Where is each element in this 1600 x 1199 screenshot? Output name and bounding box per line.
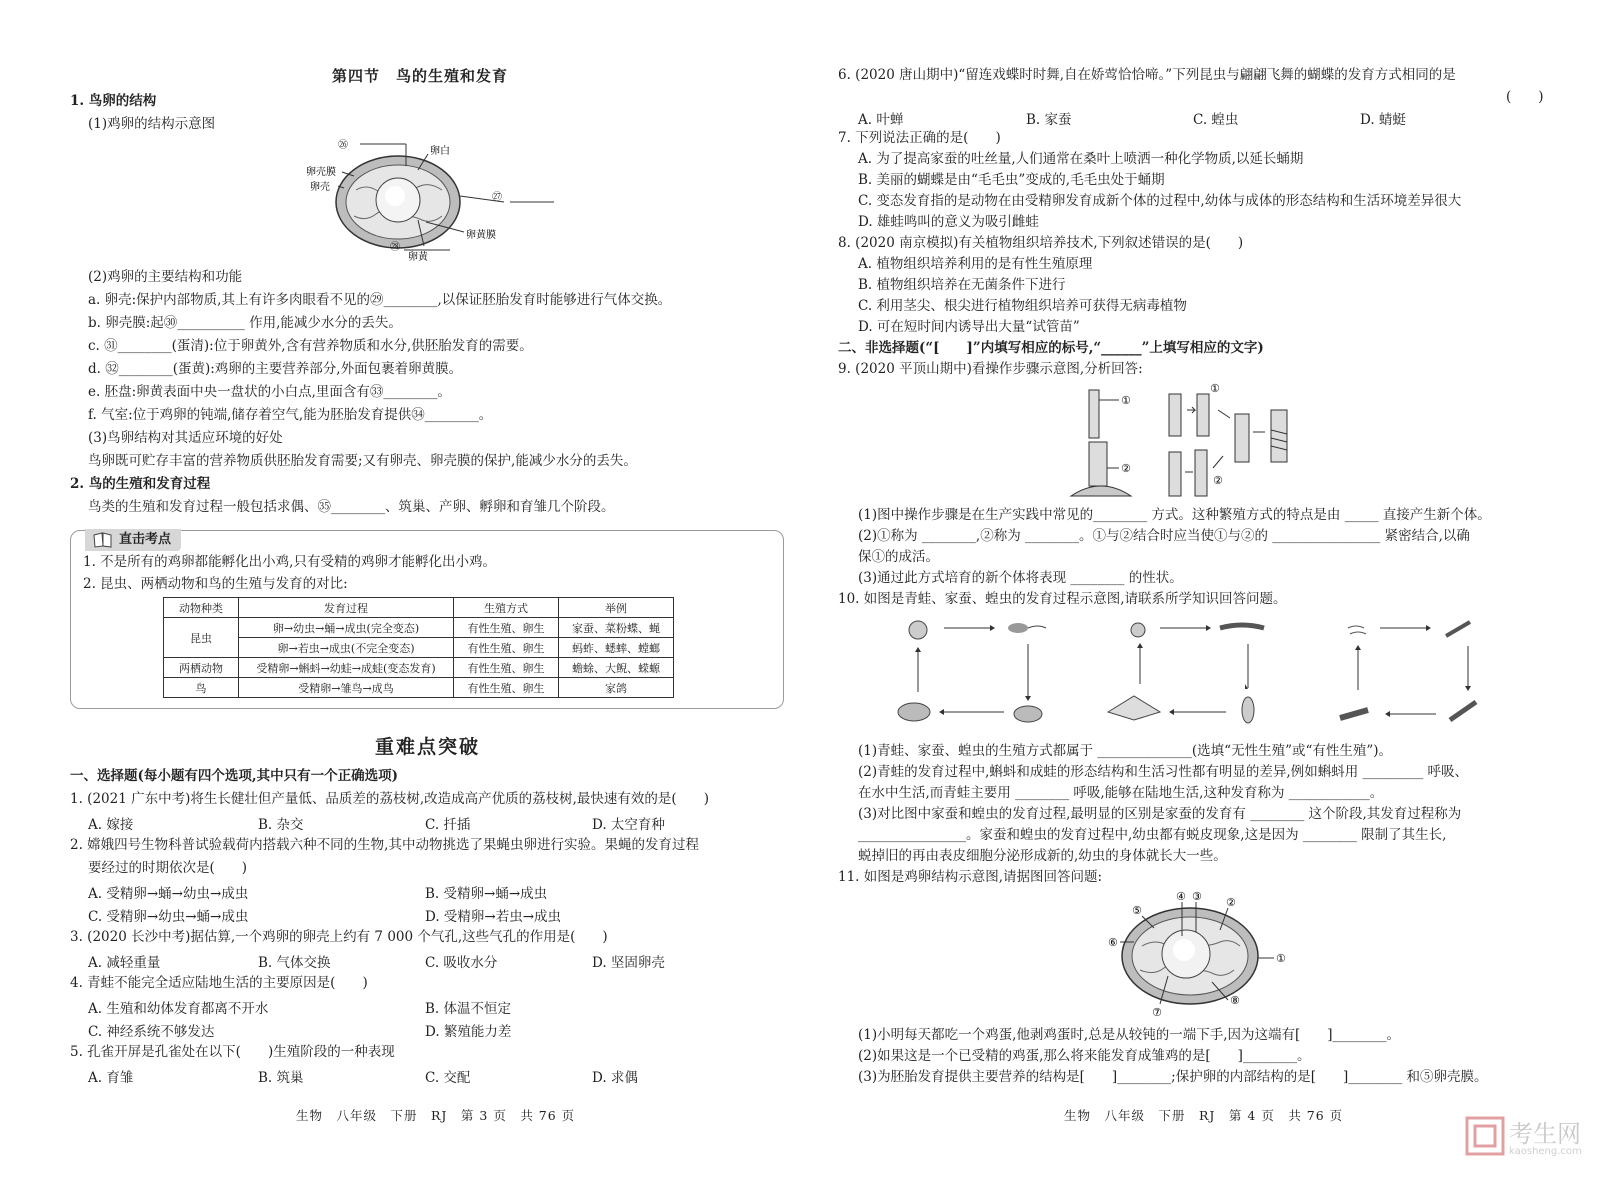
fig-label-yolk: 卵黄 bbox=[408, 252, 428, 263]
frog-cycle bbox=[898, 621, 1046, 722]
key-points-tag-label: 直击考点 bbox=[119, 532, 172, 547]
q11-label-8: ⑧ bbox=[1230, 994, 1240, 1007]
table-header: 举例 bbox=[559, 598, 674, 618]
key-point-2: 2. 昆虫、两栖动物和鸟的生殖与发育的对比: bbox=[83, 576, 348, 592]
option: D. 可在短时间内诱导出大量“试管苗” bbox=[858, 319, 1080, 335]
option: A. 为了提高家蚕的吐丝量,人们通常在桑叶上喷洒一种化学物质,以延长蛹期 bbox=[858, 151, 1304, 167]
question-3: 3. (2020 长沙中考)据估算,一个鸡卵的卵壳上约有 7 000 个气孔,这些气孔的作用是( ) bbox=[70, 929, 608, 945]
q10-sub3: (3)对比图中家蚕和蝗虫的发育过程,最明显的区别是家蚕的发育有 ________ 这个阶段,其发育过程称为 bbox=[858, 806, 1462, 822]
q11-label-4: ④ bbox=[1176, 890, 1186, 903]
table-cell: 家鸽 bbox=[559, 678, 674, 698]
page-footer: 生物 八年级 下册 RJ 第 4 页 共 76 页 bbox=[1064, 1108, 1344, 1123]
key-points-tag bbox=[85, 529, 181, 551]
key-points-box bbox=[70, 530, 784, 709]
q11-sub2: (2)如果这是一个已受精的鸡蛋,那么将来能发育成雏鸡的是[ ]________。 bbox=[858, 1048, 1311, 1064]
fig-label-shell-membrane: 卵壳膜 bbox=[306, 167, 336, 178]
question-6: 6. (2020 唐山期中)“留连戏蝶时时舞,自在娇莺恰恰啼。”下列昆虫与翩翩飞舞的蝴蝶的发育方式相同的是 bbox=[838, 67, 1456, 83]
question-8: 8. (2020 南京模拟)有关植物组织培养技术,下列叙述错误的是( ) bbox=[838, 235, 1244, 251]
part2-heading: 二、非选择题(“[ ]”内填写相应的标号,“______”上填写相应的文字) bbox=[838, 340, 1264, 356]
adaptation-text: 鸟卵既可贮存丰富的营养物质供胚胎发育需要;又有卵壳、卵壳膜的保护,能减少水分的丢失。 bbox=[88, 453, 637, 469]
egg-diagram-q11 bbox=[1100, 886, 1296, 1018]
q11-label-3: ③ bbox=[1192, 890, 1202, 903]
q9-label-1-b: ① bbox=[1210, 382, 1220, 395]
option: B. 受精卵→蛹→成虫 bbox=[425, 886, 548, 902]
q10-sub2-cont: 在水中生活,而青蛙主要用 ________ 呼吸,能够在陆地生活,这种发育称为 ____________。 bbox=[858, 785, 1384, 801]
option: C. 扦插 bbox=[425, 817, 471, 833]
table-cell: 有性生殖、卵生 bbox=[454, 658, 559, 678]
option: A. 受精卵→蛹→幼虫→成虫 bbox=[88, 886, 249, 902]
table-cell: 有性生殖、卵生 bbox=[454, 638, 559, 658]
q9-label-2: ② bbox=[1121, 462, 1131, 475]
grafting-diagram bbox=[1063, 380, 1333, 500]
item-f: f. 气室:位于鸡卵的钝端,储存着空气,能为胚胎发育提供㉞________。 bbox=[88, 407, 493, 423]
q11-sub3: (3)为胚胎发育提供主要营养的结构是[ ]________;保护卵的内部结构的是[ ]________ 和⑤卵壳膜。 bbox=[858, 1069, 1488, 1085]
fig-label-shell: 卵壳 bbox=[310, 182, 330, 193]
question-2: 2. 嫦娥四号生物科普试验载荷内搭载六种不同的生物,其中动物挑选了果蝇虫卵进行实验。果蝇的发育过程 bbox=[70, 837, 699, 853]
part1-heading: 一、选择题(每小题有四个选项,其中只有一个正确选项) bbox=[70, 768, 398, 784]
q11-sub1: (1)小明每天都吃一个鸡蛋,他剥鸡蛋时,总是从较钝的一端下手,因为这端有[ ]________。 bbox=[858, 1027, 1401, 1043]
table-cell: 受精卵→雏鸟→成鸟 bbox=[239, 678, 454, 698]
option: B. 家蚕 bbox=[1026, 112, 1072, 128]
option: C. 蝗虫 bbox=[1193, 112, 1239, 128]
item-c: c. ㉛________(蛋清):位于卵黄外,含有营养物质和水分,供胚胎发育的需要。 bbox=[88, 338, 533, 354]
table-cell: 昆虫 bbox=[164, 618, 239, 658]
q9-sub3: (3)通过此方式培育的新个体将表现 ________ 的性状。 bbox=[858, 570, 1183, 586]
fig-label-egg-white: 卵白 bbox=[430, 146, 450, 157]
option: A. 植物组织培养利用的是有性生殖原理 bbox=[858, 256, 1093, 272]
table-row bbox=[164, 658, 674, 678]
life-cycle-diagram bbox=[888, 614, 1558, 736]
option: A. 嫁接 bbox=[88, 817, 134, 833]
q11-label-5: ⑤ bbox=[1132, 904, 1142, 917]
option: B. 美丽的蝴蝶是由“毛毛虫”变成的,毛毛虫处于蛹期 bbox=[858, 172, 1165, 188]
q10-sub3-cont: ________________。家蚕和蝗虫的发育过程中,幼虫都有蜕皮现象,这是因为 ________ 限制了其生长, bbox=[858, 827, 1447, 843]
table-header: 发育过程 bbox=[239, 598, 454, 618]
table-cell: 两栖动物 bbox=[164, 658, 239, 678]
q10-sub2: (2)青蛙的发育过程中,蝌蚪和成蛙的形态结构和生活习性都有明显的差异,例如蝌蚪用 _________ 呼吸、 bbox=[858, 764, 1469, 780]
option: B. 植物组织培养在无菌条件下进行 bbox=[858, 277, 1066, 293]
key-difficulty-title: 重难点突破 bbox=[375, 736, 481, 758]
option: C. 受精卵→幼虫→蛹→成虫 bbox=[88, 909, 249, 925]
right-page bbox=[838, 0, 1558, 1199]
table-cell: 家蚕、菜粉蝶、蝇 bbox=[559, 618, 674, 638]
q9-sub2-cont: 保①的成活。 bbox=[858, 549, 939, 565]
table-header: 动物种类 bbox=[164, 598, 239, 618]
option: D. 太空育种 bbox=[592, 817, 665, 833]
watermark-url: kaosheng.com bbox=[1509, 1146, 1582, 1157]
item-e: e. 胚盘:卵黄表面中央一盘状的小白点,里面含有㉝________。 bbox=[88, 384, 451, 400]
table-cell: 有性生殖、卵生 bbox=[454, 618, 559, 638]
book-icon bbox=[93, 532, 113, 548]
table-row bbox=[164, 638, 674, 658]
question-10: 10. 如图是青蛙、家蚕、蝗虫的发育过程示意图,请联系所学知识回答问题。 bbox=[838, 591, 1287, 607]
option: D. 繁殖能力差 bbox=[425, 1024, 512, 1040]
item-b: b. 卵壳膜:起㉚__________ 作用,能减少水分的丢失。 bbox=[88, 315, 402, 331]
option: D. 坚固卵壳 bbox=[592, 955, 665, 971]
option: C. 变态发育指的是动物在由受精卵发育成新个体的过程中,幼体与成体的形态结构和生活环境差异很大 bbox=[858, 193, 1462, 209]
egg-structure-diagram bbox=[298, 136, 568, 264]
fig-label-yolk-membrane: 卵黄膜 bbox=[466, 230, 496, 241]
heading-reproduction: 2. 鸟的生殖和发育过程 bbox=[70, 476, 211, 492]
option: A. 生殖和幼体发育都离不开水 bbox=[88, 1001, 269, 1017]
option: A. 叶蝉 bbox=[858, 112, 904, 128]
table-cell: 有性生殖、卵生 bbox=[454, 678, 559, 698]
question-11: 11. 如图是鸡卵结构示意图,请据图回答问题: bbox=[838, 869, 1103, 885]
item-a: a. 卵壳:保护内部物质,其上有许多肉眼看不见的㉙________,以保证胚胎发育时能够进行气体交换。 bbox=[88, 292, 672, 308]
section-title: 第四节 鸟的生殖和发育 bbox=[332, 67, 509, 85]
option: A. 减轻重量 bbox=[88, 955, 161, 971]
reproduction-text: 鸟类的生殖和发育过程一般包括求偶、㉟________、筑巢、产卵、孵卵和育雏几个阶段。 bbox=[88, 499, 615, 515]
question-6-paren: ( ) bbox=[1506, 89, 1544, 105]
left-page bbox=[70, 0, 785, 1199]
option: B. 筑巢 bbox=[258, 1070, 304, 1086]
question-5: 5. 孔雀开屏是孔雀处在以下( )生殖阶段的一种表现 bbox=[70, 1044, 395, 1060]
option: C. 吸收水分 bbox=[425, 955, 498, 971]
subheading-adaptation: (3)鸟卵结构对其适应环境的好处 bbox=[88, 430, 283, 446]
table-cell: 鸟 bbox=[164, 678, 239, 698]
option: D. 雄蛙鸣叫的意义为吸引雌蛙 bbox=[858, 214, 1039, 230]
fig-label-26: ㉖ bbox=[338, 140, 348, 151]
q11-label-7: ⑦ bbox=[1152, 1006, 1162, 1018]
option: C. 利用茎尖、根尖进行植物组织培养可获得无病毒植物 bbox=[858, 298, 1187, 314]
silkworm-cycle bbox=[1108, 623, 1264, 723]
item-d: d. ㉜________(蛋黄):鸡卵的主要营养部分,外面包裹着卵黄膜。 bbox=[88, 361, 463, 377]
q9-sub1: (1)图中操作步骤是在生产实践中常见的________ 方式。这种繁殖方式的特点是由 _____ 直接产生新个体。 bbox=[858, 507, 1491, 523]
fig-label-27: ㉗ bbox=[492, 192, 502, 203]
question-2-cont: 要经过的时期依次是( ) bbox=[88, 860, 248, 876]
table-cell: 卵→若虫→成虫(不完全变态) bbox=[239, 638, 454, 658]
subheading-diagram: (1)鸡卵的结构示意图 bbox=[88, 116, 216, 132]
question-1: 1. (2021 广东中考)将生长健壮但产量低、品质差的荔枝树,改造成高产优质的荔枝树,最快速有效的是( ) bbox=[70, 791, 709, 807]
table-cell: 蚂蚱、蟋蟀、螳螂 bbox=[559, 638, 674, 658]
q10-sub3-cont2: 蜕掉旧的再由表皮细胞分泌形成新的,幼虫的身体就长大一些。 bbox=[858, 848, 1227, 864]
question-7: 7. 下列说法正确的是( ) bbox=[838, 130, 1001, 146]
key-point-1: 1. 不是所有的鸡卵都能孵化出小鸡,只有受精的鸡卵才能孵化出小鸡。 bbox=[83, 554, 496, 570]
table-row bbox=[164, 618, 674, 638]
q11-label-2: ② bbox=[1226, 896, 1236, 909]
q9-label-2-b: ② bbox=[1213, 474, 1223, 487]
q11-label-1: ① bbox=[1276, 952, 1286, 965]
q10-sub1: (1)青蛙、家蚕、蝗虫的生殖方式都属于 ______________(选填“无性生殖”或“有性生殖”)。 bbox=[858, 743, 1393, 759]
locust-cycle bbox=[1340, 622, 1476, 720]
q11-label-6: ⑥ bbox=[1108, 936, 1118, 949]
option: D. 蜻蜓 bbox=[1360, 112, 1406, 128]
table-cell: 卵→幼虫→蛹→成虫(完全变态) bbox=[239, 618, 454, 638]
watermark-icon bbox=[1465, 1116, 1505, 1156]
page-footer: 生物 八年级 下册 RJ 第 3 页 共 76 页 bbox=[296, 1108, 576, 1123]
question-4: 4. 青蛙不能完全适应陆地生活的主要原因是( ) bbox=[70, 975, 368, 991]
option: C. 交配 bbox=[425, 1070, 471, 1086]
option: B. 杂交 bbox=[258, 817, 304, 833]
question-9: 9. (2020 平顶山期中)看操作步骤示意图,分析回答: bbox=[838, 361, 1143, 377]
option: A. 育雏 bbox=[88, 1070, 134, 1086]
table-cell: 受精卵→蝌蚪→幼蛙→成蛙(变态发育) bbox=[239, 658, 454, 678]
option: D. 求偶 bbox=[592, 1070, 638, 1086]
q9-sub2: (2)①称为 ________,②称为 ________。①与②结合时应当使①与②的 ________________ 紧密结合,以确 bbox=[858, 528, 1470, 544]
option: D. 受精卵→若虫→成虫 bbox=[425, 909, 562, 925]
comparison-table bbox=[163, 597, 674, 698]
option: C. 神经系统不够发达 bbox=[88, 1024, 215, 1040]
table-cell: 蟾蜍、大鲵、蝾螈 bbox=[559, 658, 674, 678]
watermark-logo bbox=[1465, 1112, 1600, 1192]
option: B. 气体交换 bbox=[258, 955, 331, 971]
table-header: 生殖方式 bbox=[454, 598, 559, 618]
fig-label-28: ㉘ bbox=[390, 242, 400, 253]
heading-egg-structure: 1. 鸟卵的结构 bbox=[70, 93, 157, 109]
subheading-functions: (2)鸡卵的主要结构和功能 bbox=[88, 269, 243, 285]
option: B. 体温不恒定 bbox=[425, 1001, 512, 1017]
table-row bbox=[164, 678, 674, 698]
q9-label-1: ① bbox=[1121, 394, 1131, 407]
watermark-text: 考生网 bbox=[1509, 1120, 1581, 1148]
